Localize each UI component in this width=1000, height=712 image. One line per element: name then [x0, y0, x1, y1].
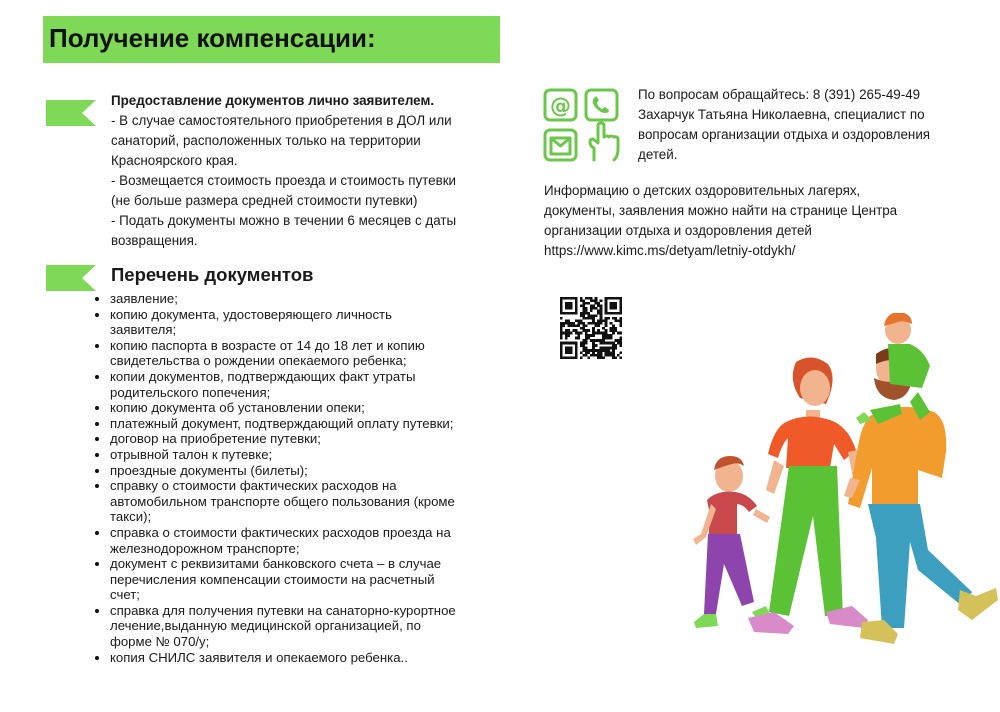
info-line: документы, заявления можно найти на странице Центра — [544, 203, 898, 218]
document-list-item — [93, 447, 493, 463]
document-list-item-line: форме № 070/у; — [110, 634, 210, 650]
info-line: https://www.kimc.ms/detyam/letniy-otdykh/ — [544, 243, 796, 258]
documents-list — [93, 291, 493, 665]
document-list-item-line: документ с реквизитами банковского счета – в случае — [110, 556, 442, 572]
personal-submission-line: Красноярского края. — [111, 153, 238, 168]
document-list-item-line: счет; — [110, 587, 140, 603]
document-list-item — [93, 431, 493, 447]
document-list-item-line: отрывной талон к путевке; — [110, 446, 273, 462]
document-list-item-line: договор на приобретение путевки; — [110, 431, 321, 447]
info-text — [544, 181, 964, 261]
document-list-item — [93, 400, 493, 416]
document-list-item-line: копию документа об установлении опеки; — [110, 400, 365, 416]
document-list-item-line: родительского попечения; — [110, 384, 271, 400]
svg-text:@: @ — [550, 94, 571, 118]
document-list-item — [93, 603, 493, 650]
contact-icon — [542, 86, 622, 164]
document-list-item-line: заявление; — [110, 291, 178, 306]
document-list-item-line: заявителя; — [110, 322, 177, 338]
document-list-item — [93, 463, 493, 479]
document-list-item — [93, 307, 493, 338]
personal-submission-line: (не больше размера средней стоимости путевки) — [111, 193, 418, 208]
document-list-item-line: свидетельства о рождении опекаемого ребенка; — [110, 353, 407, 369]
document-list-item-line: копию паспорта в возрасте от 14 до 18 лет и копию — [110, 337, 425, 353]
flag-marker-2 — [46, 265, 96, 291]
contact-line: Захарчук Татьяна Николаевна, специалист по — [638, 107, 925, 122]
personal-submission-text — [111, 111, 491, 251]
document-list-item-line: железнодорожном транспорте; — [110, 540, 300, 556]
contact-line: детей. — [638, 147, 678, 162]
document-list-item-line: копии документов, подтверждающих факт утраты — [110, 368, 416, 384]
personal-submission-line: - Возмещается стоимость проезда и стоимость путевки — [111, 173, 457, 188]
title-bar — [43, 16, 500, 63]
document-list-item-line: справка для получения путевки на санаторно-курортное — [110, 602, 456, 618]
document-list-item-line: справку о стоимости фактических расходов на — [110, 478, 397, 494]
document-list-item — [93, 291, 493, 307]
personal-submission-line: - В случае самостоятельного приобретения в ДОЛ или — [111, 113, 452, 128]
info-line: Информацию о детских оздоровительных лагерях, — [544, 183, 861, 198]
document-list-item — [93, 556, 493, 603]
family-illustration — [683, 313, 1000, 707]
document-list-item — [93, 650, 493, 666]
qr-code[interactable] — [560, 297, 622, 359]
man-figure — [844, 348, 998, 644]
child-figure — [856, 313, 930, 424]
document-list-item-line: платежный документ, подтверждающий оплату путевки; — [110, 415, 454, 431]
document-list-item — [93, 478, 493, 525]
document-list-item — [93, 369, 493, 400]
document-list-item-line: такси); — [110, 509, 152, 525]
document-list-item-line: копия СНИЛС заявителя и опекаемого ребенка.. — [110, 649, 408, 665]
contact-line: вопросам организации отдыха и оздоровления — [638, 127, 931, 142]
contact-text — [638, 85, 968, 165]
personal-submission-heading: Предоставление документов лично заявителем. — [111, 93, 435, 108]
flag-marker-1 — [46, 100, 96, 126]
document-list-item — [93, 525, 493, 556]
info-line: организации отдыха и оздоровления детей — [544, 223, 812, 238]
boy-figure — [693, 456, 772, 628]
document-list-item-line: копию документа, удостоверяющего личность — [110, 306, 392, 322]
document-list-item-line: проездные документы (билеты); — [110, 462, 308, 478]
document-list-item-line: лечение,выданную медицинской организацией, по — [110, 618, 421, 634]
document-list-item — [93, 416, 493, 432]
page-title: Получение компенсации: — [49, 23, 376, 53]
document-list-item-line: перечисления компенсации стоимости на расчетный — [110, 571, 435, 587]
personal-submission-line: возвращения. — [111, 233, 198, 248]
personal-submission-line: - Подать документы можно в течении 6 месяцев с даты — [111, 213, 457, 228]
personal-submission-line: санаторий, расположенных только на территории — [111, 133, 421, 148]
document-list-item-line: справка о стоимости фактических расходов проезда на — [110, 524, 451, 540]
contact-line: По вопросам обращайтесь: 8 (391) 265-49-49 — [638, 87, 921, 102]
personal-submission-section — [111, 91, 491, 251]
document-list-item — [93, 338, 493, 369]
documents-heading: Перечень документов — [111, 264, 314, 285]
document-list-item-line: автомобильном транспорте общего пользования (кроме — [110, 493, 455, 509]
